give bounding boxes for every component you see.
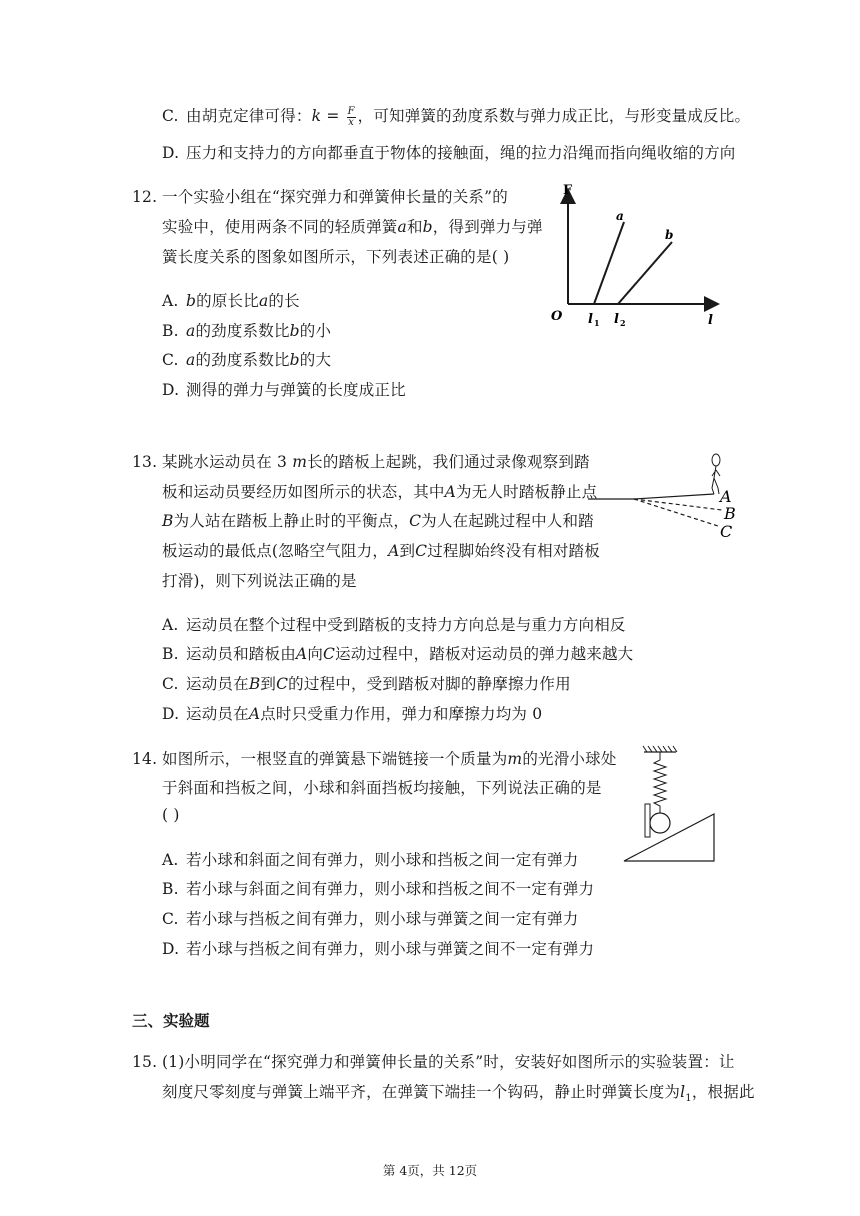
board-position-c [634, 499, 718, 526]
q11-option-d: D. 压力和支持力的方向都垂直于物体的接触面，绳的拉力沿绳而指向绳收缩的方向 [162, 144, 736, 162]
section-heading: 三、实验题 [132, 1011, 210, 1030]
page-footer: 第 4页，共 12页 [382, 1163, 478, 1178]
line-a [594, 222, 624, 304]
q15-stem-line-1: 15. (1)小明同学在“探究弹力和弹簧伸长量的关系”时，安装好如图所示的实验装置：让 [132, 1053, 735, 1071]
label-a: A [720, 487, 732, 506]
q14-spring-ball-figure [620, 744, 720, 866]
diver-body [712, 466, 720, 494]
question-number: 15. [132, 1053, 158, 1071]
label-c: C [720, 522, 733, 541]
q11-option-c: C. 由胡克定律可得：k = $\frac{F}{x}$ ，可知弹簧的劲度系数与弹力成正比，与形变量成反比。 [162, 105, 751, 128]
q12-stem-line-3: 簧长度关系的图象如图所示，下列表述正确的是( ) [162, 248, 510, 266]
fraction-f-over-x: $\frac{F}{x}$ [347, 105, 355, 128]
label-l1: l [588, 312, 593, 327]
q12-stem-line-2: 实验中，使用两条不同的轻质弹簧a和b，得到弹力与弹 [162, 218, 543, 236]
q14-stem-line-3: ( ) [162, 806, 180, 824]
q14-option-d: D. 若小球与挡板之间有弹力，则小球与弹簧之间不一定有弹力 [162, 940, 595, 958]
q13-diving-board-figure [586, 450, 746, 545]
q14-option-a: A. 若小球和斜面之间有弹力，则小球和挡板之间一定有弹力 [162, 851, 579, 869]
q13-stem-line-3: B为人站在踏板上静止时的平衡点，C为人在起跳过程中人和踏 [162, 512, 594, 530]
q12-option-b: B. a的劲度系数比b的小 [162, 322, 332, 340]
label-l1-sub: 1 [594, 318, 600, 328]
question-number: 12. [132, 188, 158, 206]
label-l2: l [614, 312, 619, 327]
q12-force-length-graph [548, 182, 738, 332]
question-number: 14. [132, 750, 158, 768]
q15-stem-line-2: 刻度尺零刻度与弹簧上端平齐，在弹簧下端挂一个钩码，静止时弹簧长度为$l_1$，根据此 [162, 1083, 755, 1105]
q13-stem-line-4: 板运动的最低点(忽略空气阻力，A到C过程脚始终没有相对踏板 [162, 542, 600, 560]
q14-option-c: C. 若小球与挡板之间有弹力，则小球与弹簧之间一定有弹力 [162, 910, 579, 928]
q14-stem-line-1: 14. 如图所示，一根竖直的弹簧悬下端链接一个质量为m的光滑小球处 [132, 750, 617, 768]
q13-stem-line-2: 板和运动员要经历如图所示的状态，其中A为无人时踏板静止点 [162, 483, 598, 501]
label-l: l [708, 313, 713, 328]
q12-option-a: A. b的原长比a的长 [162, 292, 300, 310]
q14-stem-line-2: 于斜面和挡板之间，小球和斜面挡板均接触，下列说法正确的是 [162, 779, 602, 797]
ceiling-hatch [643, 746, 677, 752]
label-o: O [551, 309, 563, 324]
ball [650, 813, 670, 833]
q13-option-a: A. 运动员在整个过程中受到踏板的支持力方向总是与重力方向相反 [162, 616, 626, 634]
q12-option-d: D. 测得的弹力与弹簧的长度成正比 [162, 381, 406, 399]
line-b [618, 242, 672, 304]
label-b: B [724, 504, 736, 523]
question-number: 13. [132, 453, 158, 471]
label-l2-sub: 2 [620, 318, 626, 328]
board-position-a [634, 494, 714, 499]
q12-stem-line-1: 12. 一个实验小组在“探究弹力和弹簧伸长量的关系”的 [132, 188, 508, 206]
q13-option-c: C. 运动员在B到C的过程中，受到踏板对脚的静摩擦力作用 [162, 675, 571, 693]
label-f: F [563, 183, 573, 198]
q13-option-d: D. 运动员在A点时只受重力作用，弹力和摩擦力均为 0 [162, 705, 543, 723]
q13-stem-line-1: 13. 某跳水运动员在 3 m长的踏板上起跳，我们通过录像观察到踏 [132, 453, 590, 471]
diver-head [712, 454, 720, 466]
q13-option-b: B. 运动员和踏板由A向C运动过程中，踏板对运动员的弹力越来越大 [162, 645, 634, 663]
option-letter: C. [162, 107, 179, 125]
q14-option-b: B. 若小球与斜面之间有弹力，则小球和挡板之间不一定有弹力 [162, 880, 595, 898]
board-position-b [634, 499, 722, 510]
label-a: a [616, 209, 624, 223]
q12-option-c: C. a的劲度系数比b的大 [162, 351, 332, 369]
baffle [645, 804, 650, 837]
q13-stem-line-5: 打滑)，则下列说法正确的是 [162, 572, 357, 590]
spring [654, 752, 666, 813]
label-b: b [665, 228, 674, 242]
